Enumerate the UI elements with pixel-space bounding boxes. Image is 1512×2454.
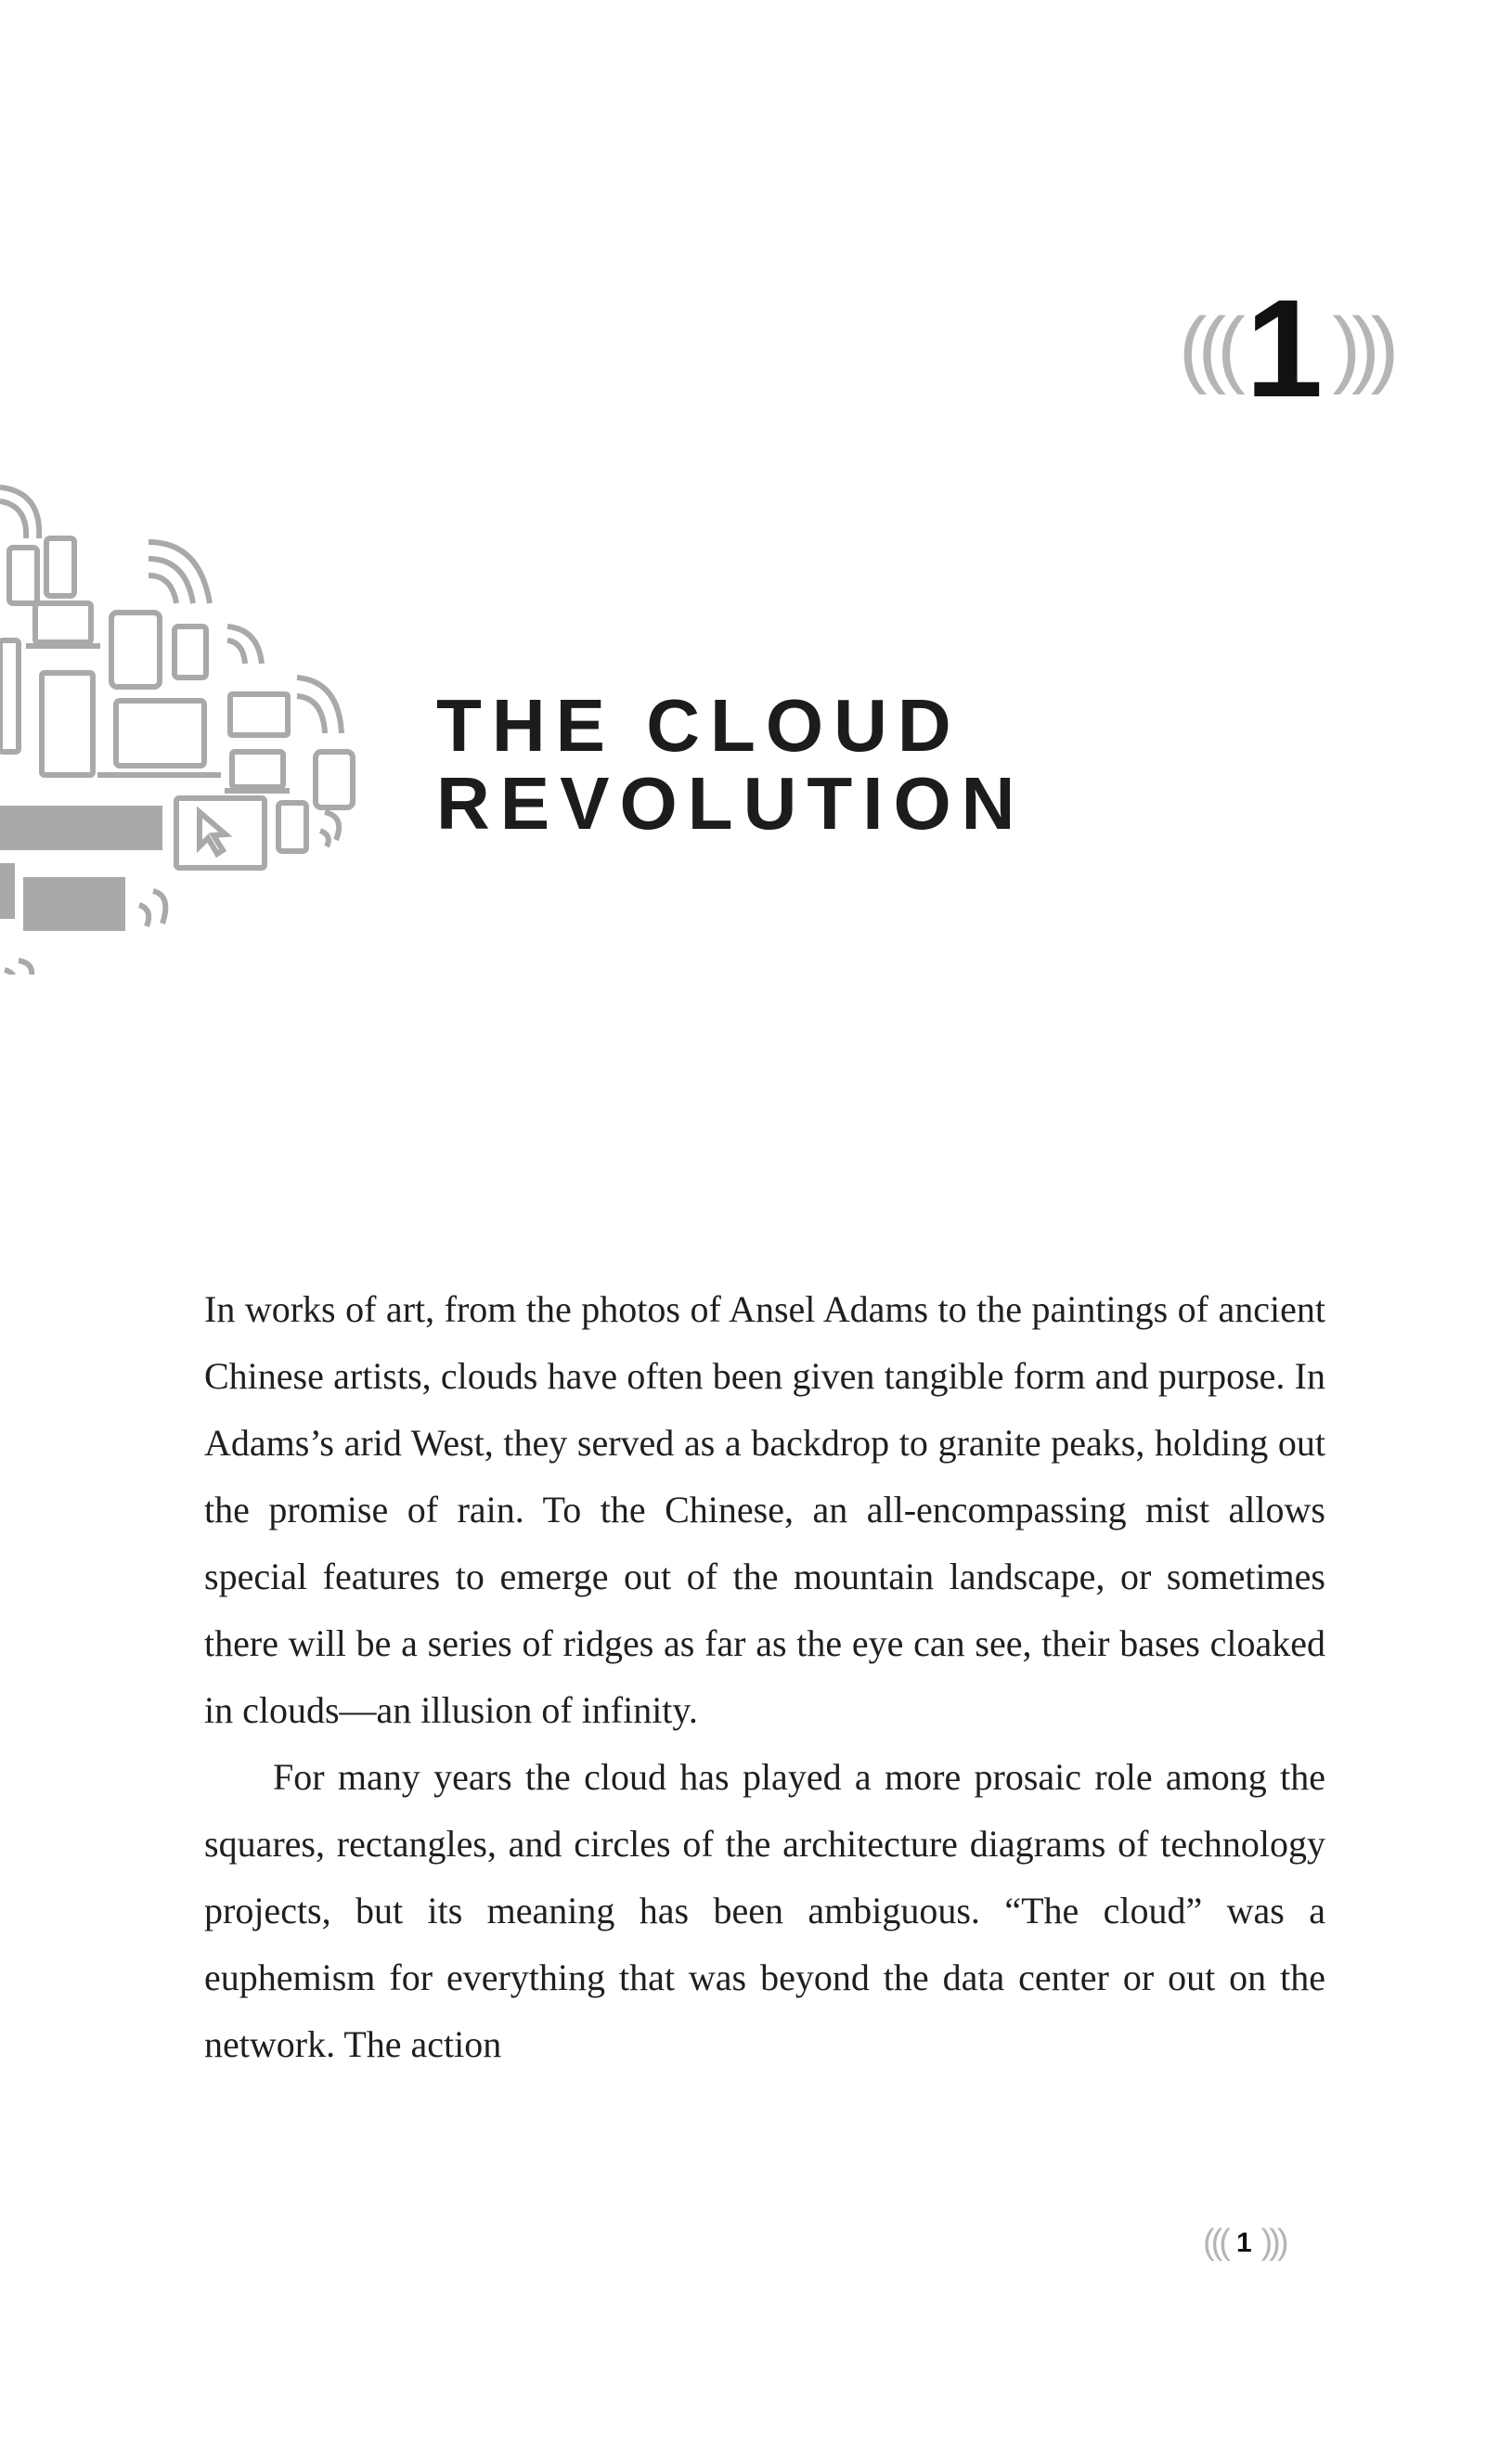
phone-icon	[316, 752, 353, 807]
wifi-icon	[5, 970, 14, 975]
tablet-icon	[0, 640, 19, 752]
chapter-number: 1	[1245, 270, 1324, 426]
wifi-icon	[227, 640, 245, 664]
wifi-icon	[149, 575, 176, 603]
phone-icon	[46, 538, 74, 596]
chapter-title-line-2: REVOLUTION	[436, 762, 1026, 845]
chapter-number-mark	[1179, 270, 1390, 426]
cursor-icon	[200, 812, 226, 854]
body-text	[204, 1276, 1325, 2078]
device-cloud-illustration	[0, 483, 390, 975]
wifi-icon	[320, 831, 329, 846]
tablet-icon	[111, 613, 160, 687]
keyboard-icon	[0, 806, 162, 850]
monitor-icon	[23, 877, 125, 931]
chapter-title-line-1: THE CLOUD	[436, 684, 962, 767]
phone-icon	[278, 803, 306, 851]
paragraph: For many years the cloud has played a more prosaic role among the squares, rectangles, and circles of the architecture diagrams of technology projects, but its meaning has been ambiguous. “The cloud” was a euphemism for everything that was beyond the data center or out on the network. The action	[204, 1756, 1325, 2065]
wifi-icon	[153, 891, 165, 923]
laptop-icon	[232, 752, 283, 787]
signal-wave-right-icon: )))	[1260, 2223, 1286, 2262]
signal-wave-left-icon: (((	[1179, 300, 1236, 395]
computer-tower-icon	[42, 673, 93, 775]
wifi-icon	[0, 501, 26, 538]
paragraph: In works of art, from the photos of Ansel Adams to the paintings of ancient Chinese artists, clouds have often been given tangible form and purpose. In Adams’s arid West, they served as a backdrop to granite peaks, holding out the promise of rain. To the Chinese, an all-encompassing mist allows special features to emerge out of the mountain landscape, or sometimes there will be a series of ridges as far as the eye can see, their bases cloaked in clouds—an illusion of infinity.	[204, 1288, 1325, 1731]
wifi-icon	[149, 559, 193, 603]
page-footer	[1203, 2223, 1286, 2263]
laptop-icon	[116, 701, 204, 766]
laptop-icon	[35, 603, 91, 642]
wifi-icon	[19, 961, 32, 975]
phone-icon	[9, 548, 37, 603]
signal-wave-right-icon: )))	[1332, 300, 1390, 395]
wifi-icon	[297, 696, 325, 733]
signal-wave-left-icon: (((	[1203, 2223, 1227, 2262]
phone-icon	[174, 626, 206, 678]
chapter-title	[436, 684, 1026, 845]
page-number: 1	[1235, 2227, 1252, 2258]
monitor-icon	[230, 694, 288, 735]
wifi-icon	[139, 905, 149, 926]
